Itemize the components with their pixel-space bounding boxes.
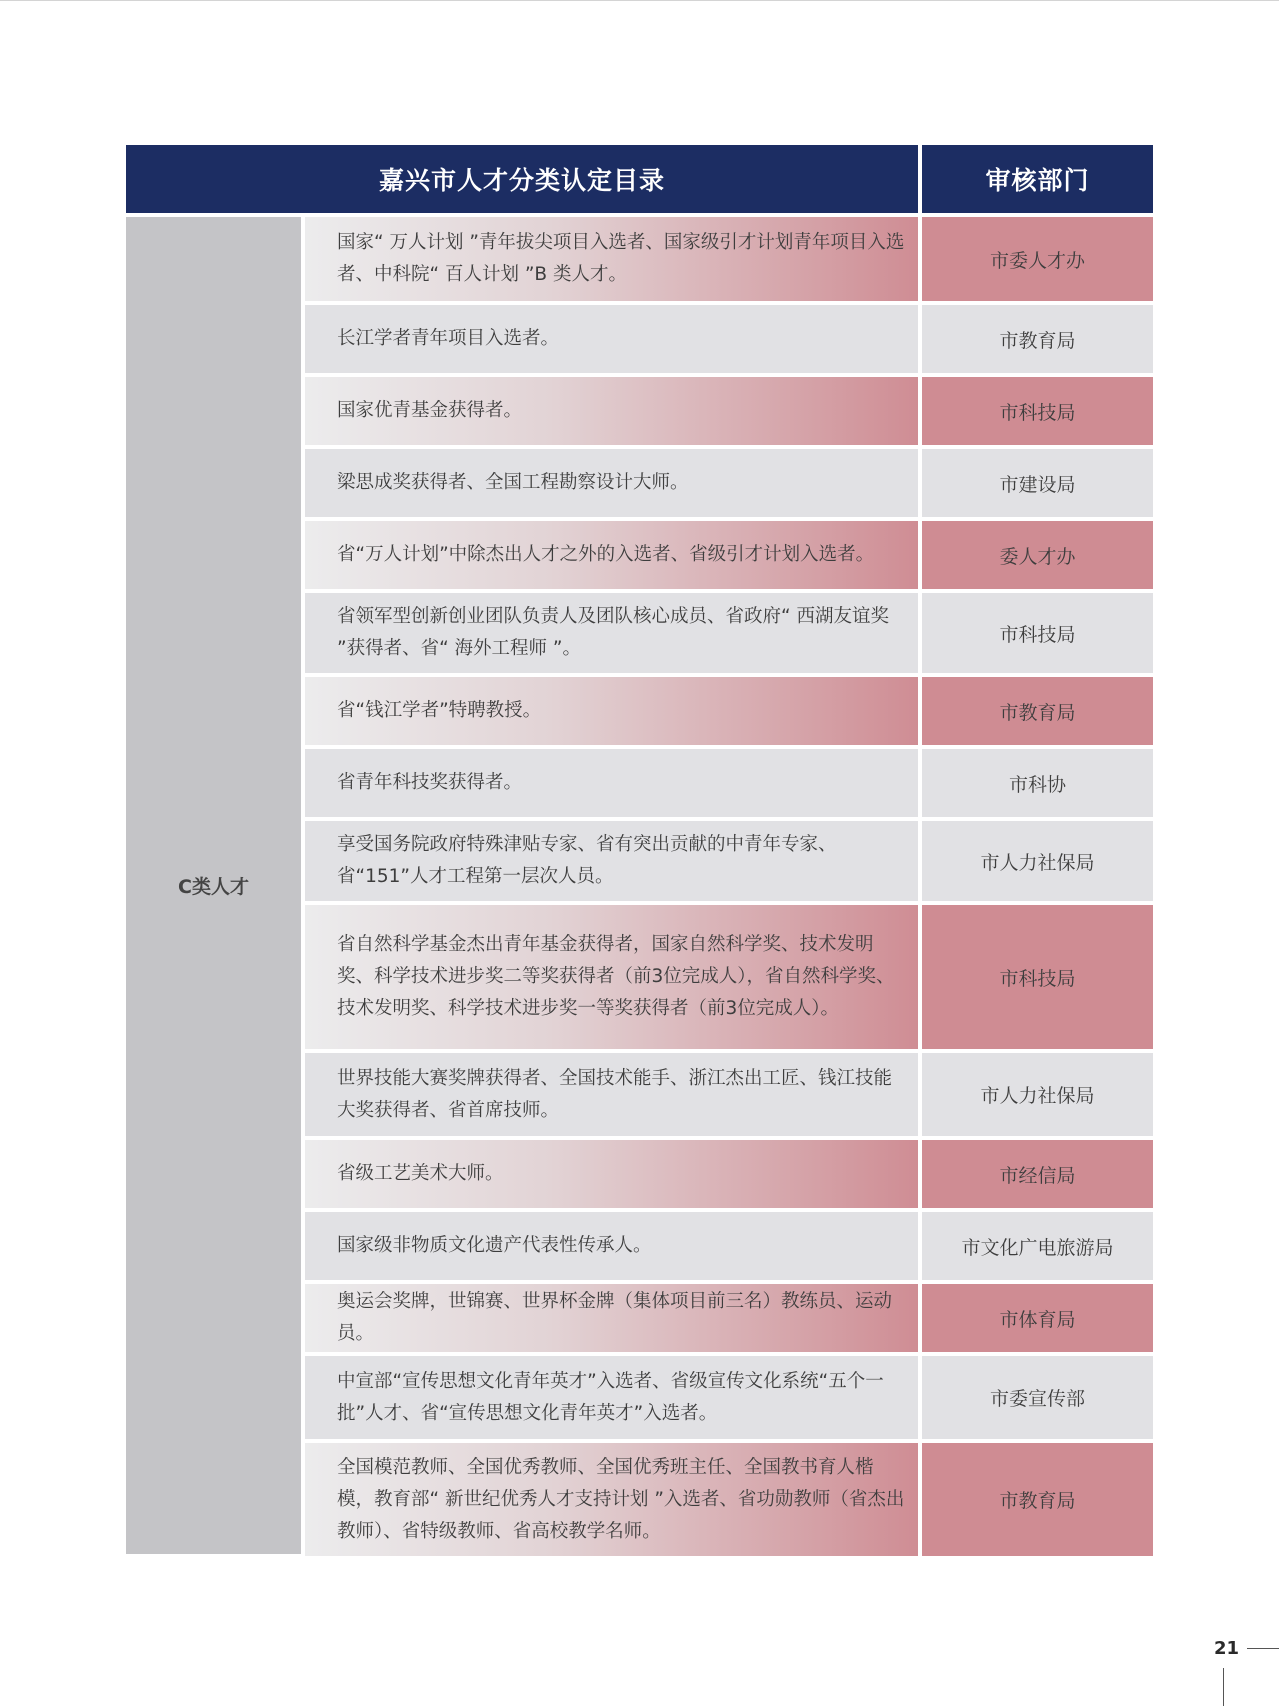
table-header [126, 145, 1153, 213]
table-row [305, 1053, 1153, 1136]
row-description: 省领军型创新创业团队负责人及团队核心成员、省政府“ 西湖友谊奖 ”获得者、省“ 海外工程师 ”。 [305, 593, 918, 673]
table-row [305, 1284, 1153, 1352]
table-row [305, 905, 1153, 1049]
table-row [305, 217, 1153, 301]
row-description: 世界技能大赛奖牌获得者、全国技术能手、浙江杰出工匠、钱江技能大奖获得者、省首席技师。 [305, 1053, 918, 1136]
row-department: 市建设局 [922, 449, 1153, 517]
page-number-rule [1247, 1648, 1279, 1649]
row-department: 市文化广电旅游局 [922, 1212, 1153, 1280]
table-row [305, 1140, 1153, 1208]
row-department: 市委宣传部 [922, 1356, 1153, 1439]
table-row [305, 677, 1153, 745]
table-row [305, 1443, 1153, 1556]
row-description: 长江学者青年项目入选者。 [305, 305, 918, 373]
row-description: 中宣部“宣传思想文化青年英才”入选者、省级宣传文化系统“五个一批”人才、省“宣传思想文化青年英才”入选者。 [305, 1356, 918, 1439]
row-description: 奥运会奖牌，世锦赛、世界杯金牌（集体项目前三名）教练员、运动员。 [305, 1284, 918, 1352]
row-department: 市经信局 [922, 1140, 1153, 1208]
page-number-rule [1223, 1668, 1224, 1706]
dept-column-header: 审核部门 [922, 145, 1153, 213]
table-row [305, 449, 1153, 517]
row-description: 国家级非物质文化遗产代表性传承人。 [305, 1212, 918, 1280]
row-department: 市教育局 [922, 677, 1153, 745]
table-row [305, 377, 1153, 445]
category-cell: C类人才 [126, 217, 301, 1554]
table-row [305, 749, 1153, 817]
top-divider [0, 0, 1279, 1]
row-department: 市科技局 [922, 377, 1153, 445]
table-body [305, 217, 1153, 1556]
row-department: 委人才办 [922, 521, 1153, 589]
row-description: 省青年科技奖获得者。 [305, 749, 918, 817]
row-description: 省“钱江学者”特聘教授。 [305, 677, 918, 745]
row-department: 市人力社保局 [922, 1053, 1153, 1136]
row-department: 市科技局 [922, 593, 1153, 673]
row-description: 梁思成奖获得者、全国工程勘察设计大师。 [305, 449, 918, 517]
row-description: 省级工艺美术大师。 [305, 1140, 918, 1208]
row-department: 市委人才办 [922, 217, 1153, 301]
page-number: 21 [1214, 1638, 1240, 1659]
table-row [305, 521, 1153, 589]
row-department: 市科技局 [922, 905, 1153, 1049]
row-department: 市教育局 [922, 1443, 1153, 1556]
row-description: 省“万人计划”中除杰出人才之外的入选者、省级引才计划入选者。 [305, 521, 918, 589]
row-description: 全国模范教师、全国优秀教师、全国优秀班主任、全国教书育人楷模，教育部“ 新世纪优秀人才支持计划 ”入选者、省功勋教师（省杰出教师）、省特级教师、省高校教学名师。 [305, 1443, 918, 1556]
row-description: 省自然科学基金杰出青年基金获得者，国家自然科学奖、技术发明奖、科学技术进步奖二等奖获得者（前3位完成人），省自然科学奖、技术发明奖、科学技术进步奖一等奖获得者（前3位完成人）。 [305, 905, 918, 1049]
row-description: 国家优青基金获得者。 [305, 377, 918, 445]
row-department: 市科协 [922, 749, 1153, 817]
table-row [305, 305, 1153, 373]
row-department: 市人力社保局 [922, 821, 1153, 901]
table-title: 嘉兴市人才分类认定目录 [126, 145, 918, 213]
row-department: 市体育局 [922, 1284, 1153, 1352]
table-row [305, 593, 1153, 673]
row-department: 市教育局 [922, 305, 1153, 373]
row-description: 享受国务院政府特殊津贴专家、省有突出贡献的中青年专家、省“151”人才工程第一层次人员。 [305, 821, 918, 901]
row-description: 国家“ 万人计划 ”青年拔尖项目入选者、国家级引才计划青年项目入选者、中科院“ 百人计划 ”B 类人才。 [305, 217, 918, 301]
table-row [305, 821, 1153, 901]
table-row [305, 1212, 1153, 1280]
table-row [305, 1356, 1153, 1439]
